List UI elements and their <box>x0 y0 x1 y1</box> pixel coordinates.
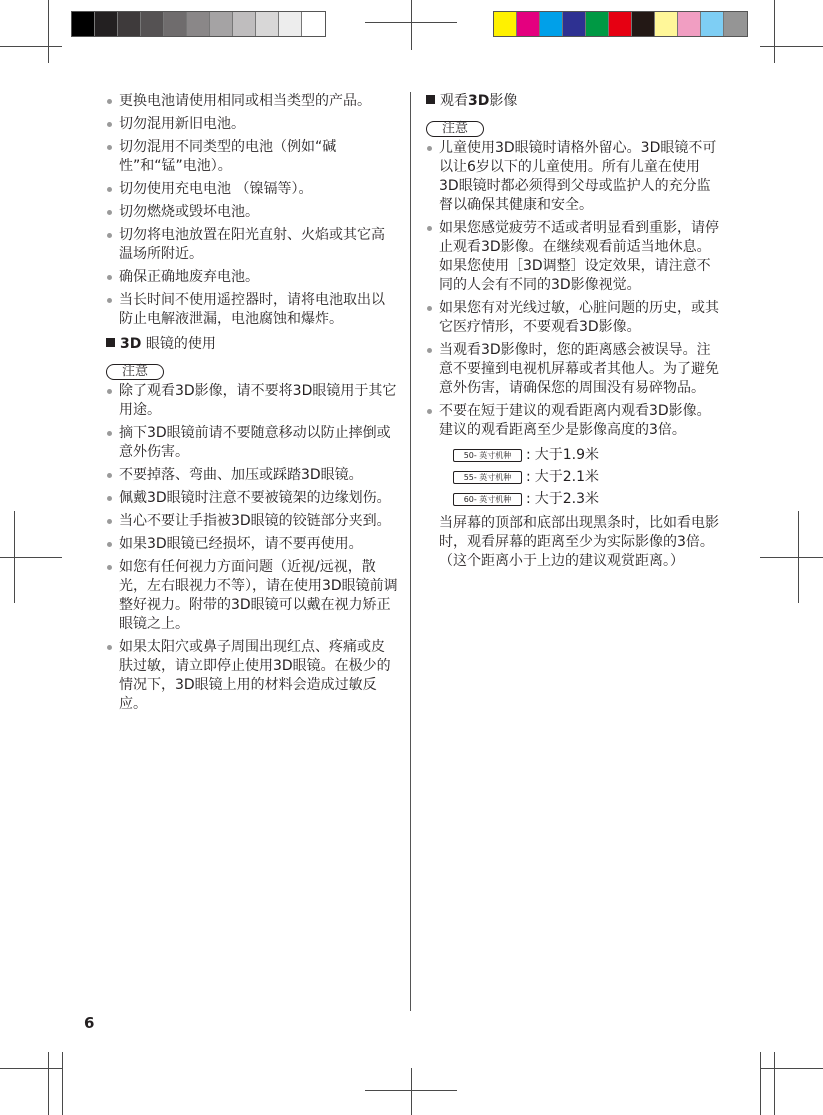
right-column <box>426 92 719 571</box>
distance-separator: : <box>526 446 531 463</box>
section-heading-3d-viewing: 观看3D影像 <box>426 92 719 111</box>
color-swatch <box>609 12 632 36</box>
gray-swatch <box>302 12 325 36</box>
gray-swatch <box>187 12 210 36</box>
screen-size-label: 55- 英寸机种 <box>453 471 522 484</box>
screen-size-label: 50- 英寸机种 <box>453 449 522 462</box>
glasses-precautions-list <box>106 382 398 714</box>
distance-separator: : <box>526 468 531 485</box>
process-color-bar <box>493 11 748 37</box>
gray-swatch <box>118 12 141 36</box>
color-swatch <box>701 12 724 36</box>
square-bullet-icon <box>106 338 115 347</box>
battery-precautions-list <box>106 92 398 329</box>
caution-badge: 注意 <box>426 121 484 137</box>
distance-row <box>453 444 719 466</box>
caution-badge: 注意 <box>106 364 164 380</box>
color-swatch <box>494 12 517 36</box>
viewing-precautions-list <box>426 139 719 440</box>
color-swatch <box>632 12 655 36</box>
screen-size-label: 60- 英寸机种 <box>453 493 522 506</box>
list-item: 不要掉落、弯曲、加压或踩踏3D眼镜。 <box>106 466 398 485</box>
list-item: 儿童使用3D眼镜时请格外留心。3D眼镜不可以让6岁以下的儿童使用。所有儿童在使用3D眼镜时都必须得到父母或监护人的充分监督以确保其健康和安全。 <box>426 139 719 215</box>
color-swatch <box>724 12 747 36</box>
column-divider <box>410 92 411 1011</box>
section-heading-3d-glasses: 3D 眼镜的使用 <box>106 335 398 354</box>
viewing-distance-table <box>426 444 719 510</box>
square-bullet-icon <box>426 95 435 104</box>
list-item: 佩戴3D眼镜时注意不要被镜架的边缘划伤。 <box>106 489 398 508</box>
gray-swatch <box>95 12 118 36</box>
black-bar-note: 当屏幕的顶部和底部出现黑条时，比如看电影时，观看屏幕的距离至少为实际影像的3倍。（这个距离小于上边的建议观赏距离。） <box>439 515 719 569</box>
distance-value: 大于2.1米 <box>534 468 599 485</box>
color-swatch <box>540 12 563 36</box>
list-item: 切勿将电池放置在阳光直射、火焰或其它高温场所附近。 <box>106 226 398 264</box>
list-item: 不要在短于建议的观看距离内观看3D影像。建议的观看距离至少是影像高度的3倍。 <box>426 402 719 440</box>
gray-swatch <box>72 12 95 36</box>
list-item: 切勿混用新旧电池。 <box>106 115 398 134</box>
grayscale-bar <box>71 11 326 37</box>
list-item: 如果您感觉疲劳不适或者明显看到重影，请停止观看3D影像。在继续观看前适当地休息。如果您使用［3D调整］设定效果，请注意不同的人会有不同的3D影像视觉。 <box>426 219 719 295</box>
color-swatch <box>678 12 701 36</box>
distance-value: 大于1.9米 <box>534 446 599 463</box>
distance-row <box>453 488 719 510</box>
color-swatch <box>517 12 540 36</box>
list-item: 切勿使用充电电池 （镍镉等）。 <box>106 180 398 199</box>
list-item: 如果太阳穴或鼻子周围出现红点、疼痛或皮肤过敏，请立即停止使用3D眼镜。在极少的情况下，3D眼镜上用的材料会造成过敏反应。 <box>106 638 398 714</box>
distance-value: 大于2.3米 <box>534 490 599 507</box>
gray-swatch <box>256 12 279 36</box>
list-item: 当观看3D影像时，您的距离感会被误导。注意不要撞到电视机屏幕或者其他人。为了避免意外伤害，请确保您的周围没有易碎物品。 <box>426 341 719 398</box>
list-item: 切勿混用不同类型的电池（例如“碱性”和“锰”电池）。 <box>106 138 398 176</box>
color-swatch <box>586 12 609 36</box>
color-swatch <box>563 12 586 36</box>
list-item: 如果您有对光线过敏，心脏问题的历史，或其它医疗情形，不要观看3D影像。 <box>426 299 719 337</box>
distance-row <box>453 466 719 488</box>
color-swatch <box>655 12 678 36</box>
list-item: 更换电池请使用相同或相当类型的产品。 <box>106 92 398 111</box>
left-column <box>106 92 398 718</box>
list-item: 确保正确地废弃电池。 <box>106 268 398 287</box>
gray-swatch <box>141 12 164 36</box>
list-item: 当心不要让手指被3D眼镜的铰链部分夹到。 <box>106 512 398 531</box>
list-item: 如果3D眼镜已经损坏，请不要再使用。 <box>106 535 398 554</box>
gray-swatch <box>233 12 256 36</box>
distance-separator: : <box>526 490 531 507</box>
gray-swatch <box>279 12 302 36</box>
gray-swatch <box>210 12 233 36</box>
list-item: 如您有任何视力方面问题（近视/远视，散光，左右眼视力不等），请在使用3D眼镜前调整好视力。附带的3D眼镜可以戴在视力矫正眼镜之上。 <box>106 558 398 634</box>
list-item: 除了观看3D影像，请不要将3D眼镜用于其它用途。 <box>106 382 398 420</box>
list-item: 摘下3D眼镜前请不要随意移动以防止摔倒或意外伤害。 <box>106 424 398 462</box>
page-number: 6 <box>84 1014 95 1032</box>
list-item: 当长时间不使用遥控器时，请将电池取出以防止电解液泄漏，电池腐蚀和爆炸。 <box>106 291 398 329</box>
list-item: 切勿燃烧或毁坏电池。 <box>106 203 398 222</box>
gray-swatch <box>164 12 187 36</box>
